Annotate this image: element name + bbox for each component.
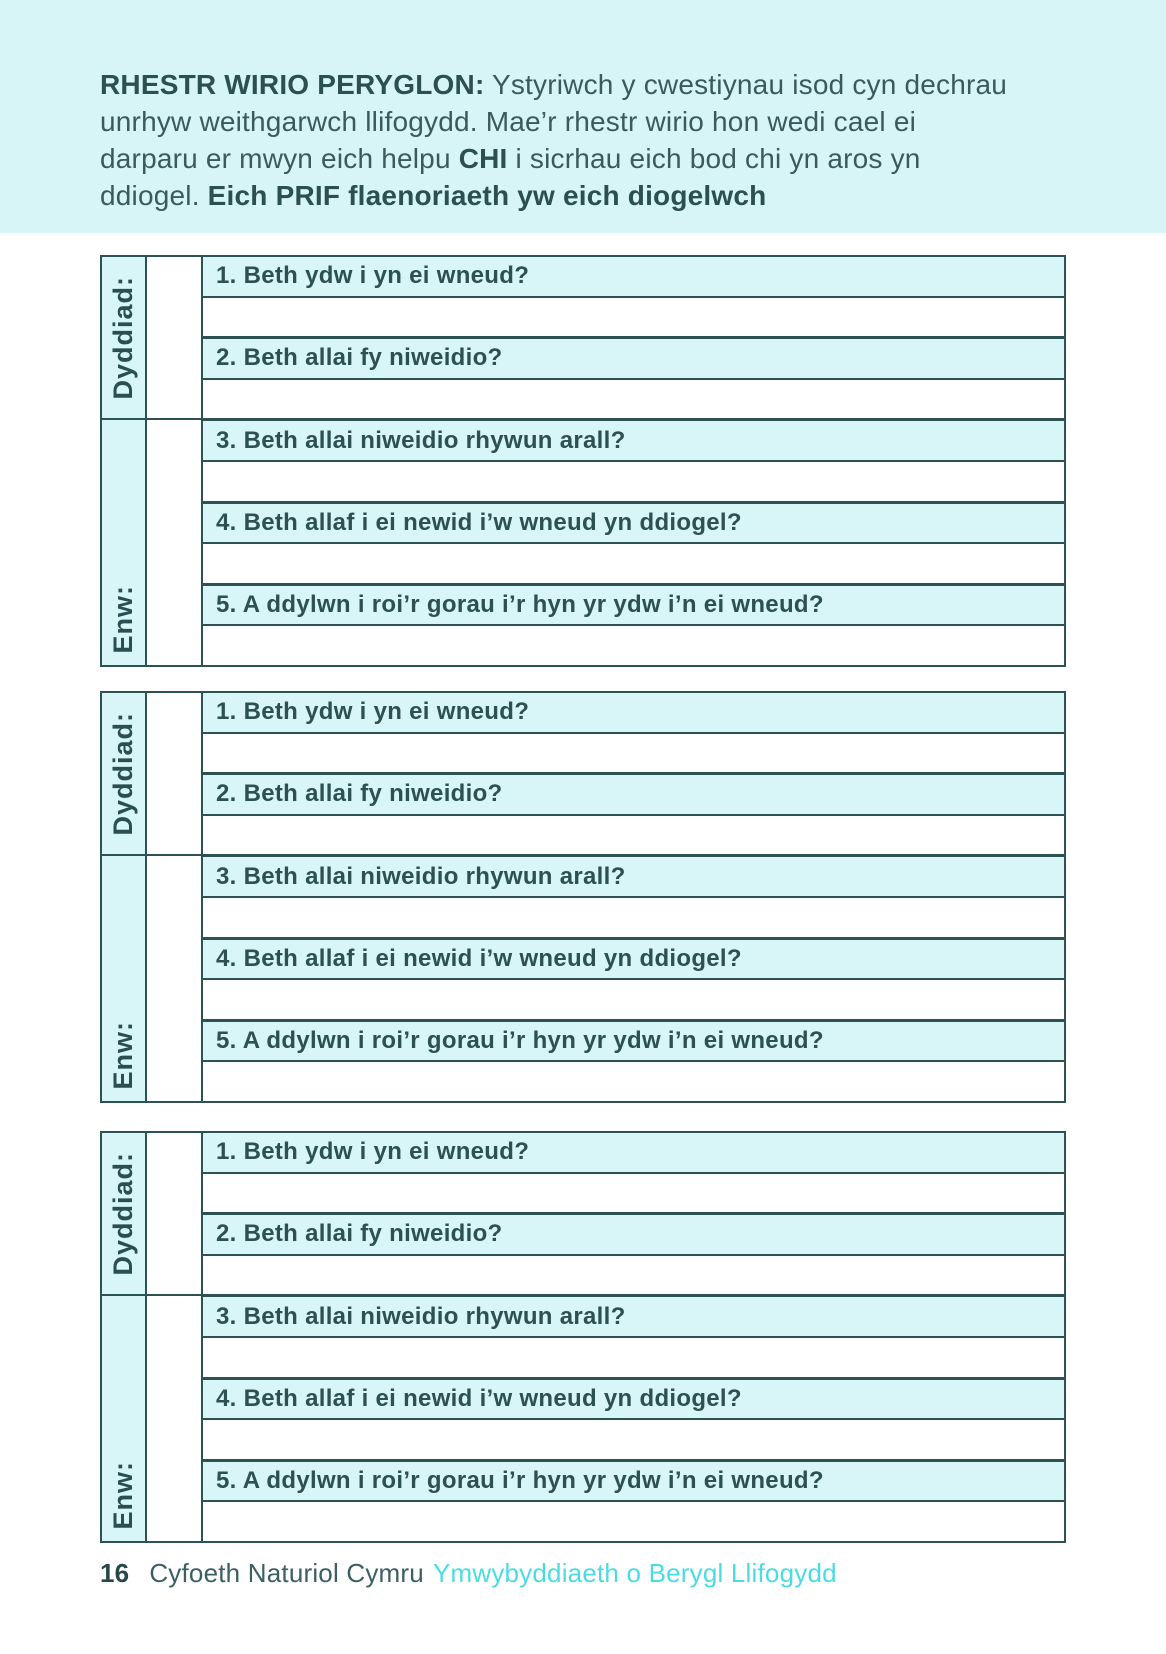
- page-number: 16: [100, 1558, 130, 1588]
- answer-row: [203, 816, 1064, 858]
- question-header-row: 2. Beth allai fy niweidio?: [203, 1215, 1064, 1256]
- questions-column: [203, 693, 1064, 1101]
- question-header-row: 1. Beth ydw i yn ei wneud?: [203, 693, 1064, 734]
- name-label: Enw:: [108, 584, 138, 653]
- question-header-row: 1. Beth ydw i yn ei wneud?: [203, 1133, 1064, 1174]
- labels-column: [102, 257, 147, 665]
- entry-column: [147, 693, 203, 1101]
- questions-column: [203, 1133, 1064, 1541]
- answer-row: [203, 626, 1064, 665]
- intro-lead-bold: RHESTR WIRIO PERYGLON:: [100, 69, 485, 100]
- answer-row: [203, 1420, 1064, 1462]
- question-header-row: 4. Beth allaf i ei newid i’w wneud yn ddiogel?: [203, 504, 1064, 545]
- labels-column: [102, 693, 147, 1101]
- name-entry-cell: [147, 1296, 201, 1541]
- date-label: Dyddiad:: [108, 1151, 138, 1276]
- question-header-row: 4. Beth allaf i ei newid i’w wneud yn ddiogel?: [203, 940, 1064, 981]
- question-header-row: 5. A ddylwn i roi’r gorau i’r hyn yr ydw i’n ei wneud?: [203, 1462, 1064, 1503]
- question-header-row: 5. A ddylwn i roi’r gorau i’r hyn yr ydw i’n ei wneud?: [203, 1022, 1064, 1063]
- entry-column: [147, 257, 203, 665]
- answer-row: [203, 298, 1064, 340]
- name-entry-cell: [147, 420, 201, 665]
- question-header-row: 1. Beth ydw i yn ei wneud?: [203, 257, 1064, 298]
- labels-column: [102, 1133, 147, 1541]
- checklist-block-1: [100, 255, 1066, 667]
- date-label-cell: [102, 693, 145, 856]
- answer-row: [203, 1256, 1064, 1298]
- question-header-row: 3. Beth allai niweidio rhywun arall?: [203, 1297, 1064, 1338]
- date-label: Dyddiad:: [108, 711, 138, 836]
- date-label-cell: [102, 1133, 145, 1296]
- date-entry-cell: [147, 1133, 201, 1296]
- answer-row: [203, 1174, 1064, 1216]
- answer-row: [203, 380, 1064, 422]
- date-entry-cell: [147, 693, 201, 856]
- checklist-block-2: [100, 691, 1066, 1103]
- doc-title: Ymwybyddiaeth o Berygl Llifogydd: [432, 1558, 837, 1588]
- intro-chi-bold: CHI: [458, 143, 508, 174]
- date-entry-cell: [147, 257, 201, 420]
- org-name: Cyfoeth Naturiol Cymru: [149, 1558, 424, 1588]
- intro-tail-bold: Eich PRIF flaenoriaeth yw eich diogelwch: [207, 180, 767, 211]
- name-label: Enw:: [108, 1020, 138, 1089]
- name-label-cell: [102, 856, 145, 1101]
- questions-column: [203, 257, 1064, 665]
- date-label: Dyddiad:: [108, 275, 138, 400]
- question-header-row: 3. Beth allai niweidio rhywun arall?: [203, 421, 1064, 462]
- answer-row: [203, 1502, 1064, 1541]
- question-header-row: 3. Beth allai niweidio rhywun arall?: [203, 857, 1064, 898]
- intro-text-1: Ystyriwch y cwestiynau isod cyn dechrau unrhyw weithgarwch llifogydd. Mae’r rhestr wirio hon wedi cael ei darparu er mwyn eich helpu: [100, 69, 1008, 174]
- page-footer: [100, 1558, 1166, 1589]
- answer-row: [203, 544, 1064, 586]
- question-header-row: 4. Beth allaf i ei newid i’w wneud yn ddiogel?: [203, 1380, 1064, 1421]
- answer-row: [203, 462, 1064, 504]
- name-label: Enw:: [108, 1460, 138, 1529]
- name-entry-cell: [147, 856, 201, 1101]
- question-header-row: 2. Beth allai fy niweidio?: [203, 775, 1064, 816]
- answer-row: [203, 1062, 1064, 1101]
- answer-row: [203, 898, 1064, 940]
- intro-paragraph: [100, 66, 1015, 214]
- answer-row: [203, 734, 1064, 776]
- name-label-cell: [102, 1296, 145, 1541]
- header-band: [0, 0, 1166, 233]
- answer-row: [203, 1338, 1064, 1380]
- checklist-block-3: [100, 1131, 1066, 1543]
- answer-row: [203, 980, 1064, 1022]
- question-header-row: 5. A ddylwn i roi’r gorau i’r hyn yr ydw i’n ei wneud?: [203, 586, 1064, 627]
- question-header-row: 2. Beth allai fy niweidio?: [203, 339, 1064, 380]
- name-label-cell: [102, 420, 145, 665]
- date-label-cell: [102, 257, 145, 420]
- intro-text-2: i sicrhau eich bod chi yn aros yn ddiogel.: [100, 143, 921, 211]
- entry-column: [147, 1133, 203, 1541]
